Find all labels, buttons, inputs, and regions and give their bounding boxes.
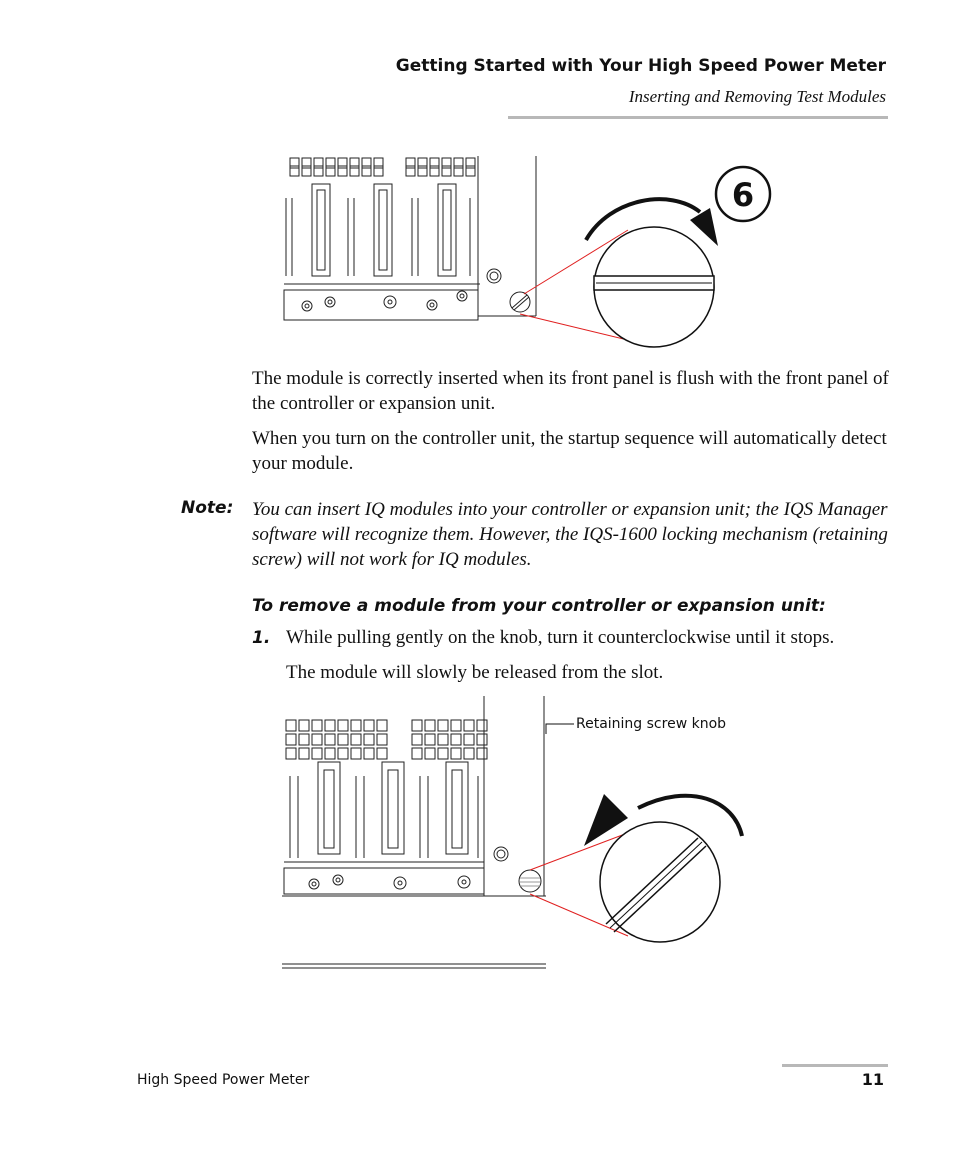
- module-slot-tabs: [290, 158, 475, 176]
- step-result: The module will slowly be released from the slot.: [286, 662, 664, 683]
- paragraph-startup-detect: When you turn on the controller unit, the startup sequence will automatically detect your module.: [252, 428, 887, 474]
- controller-panel: [484, 696, 544, 896]
- callout-leader: [546, 724, 574, 734]
- step-text: While pulling gently on the knob, turn it counterclockwise until it stops.: [286, 627, 835, 648]
- note-label: Note:: [181, 498, 234, 518]
- paragraph-flush-panel: The module is correctly inserted when its front panel is flush with the front panel of the controller or expansion unit.: [252, 368, 889, 414]
- footer-rule: [782, 1064, 888, 1067]
- retaining-screw-knob: [519, 870, 541, 892]
- note-text: You can insert IQ modules into your controller or expansion unit; the IQS Manager software will recognize them. However, the IQS-1600 locking mechanism (retaining screw) will not work for IQ modules.: [252, 499, 888, 570]
- bottom-rail: [282, 862, 546, 896]
- magnified-screw-head: [594, 227, 714, 347]
- running-header-subtitle: Inserting and Removing Test Modules: [628, 87, 886, 106]
- running-header-title: Getting Started with Your High Speed Power Meter: [395, 56, 886, 76]
- step-number: 1.: [252, 628, 271, 648]
- magnified-screw-head: [600, 822, 720, 942]
- page-number: 11: [861, 1070, 884, 1089]
- base-plate: [282, 964, 546, 968]
- module-slots: [290, 762, 478, 858]
- figure-remove-module: [130, 690, 770, 980]
- footer-document-title: High Speed Power Meter: [137, 1072, 310, 1088]
- header-rule: [508, 116, 888, 119]
- figure-insert-module: [180, 150, 900, 360]
- procedure-heading: To remove a module from your controller or expansion unit:: [252, 596, 826, 616]
- module-slots: [286, 184, 470, 276]
- retaining-screw: [510, 292, 530, 312]
- step-badge: [716, 167, 770, 221]
- callout-retaining-screw-knob: Retaining screw knob: [576, 716, 727, 732]
- step-badge-number: 6: [731, 176, 755, 214]
- bottom-rail: [284, 284, 480, 320]
- module-slot-tabs: [286, 720, 487, 759]
